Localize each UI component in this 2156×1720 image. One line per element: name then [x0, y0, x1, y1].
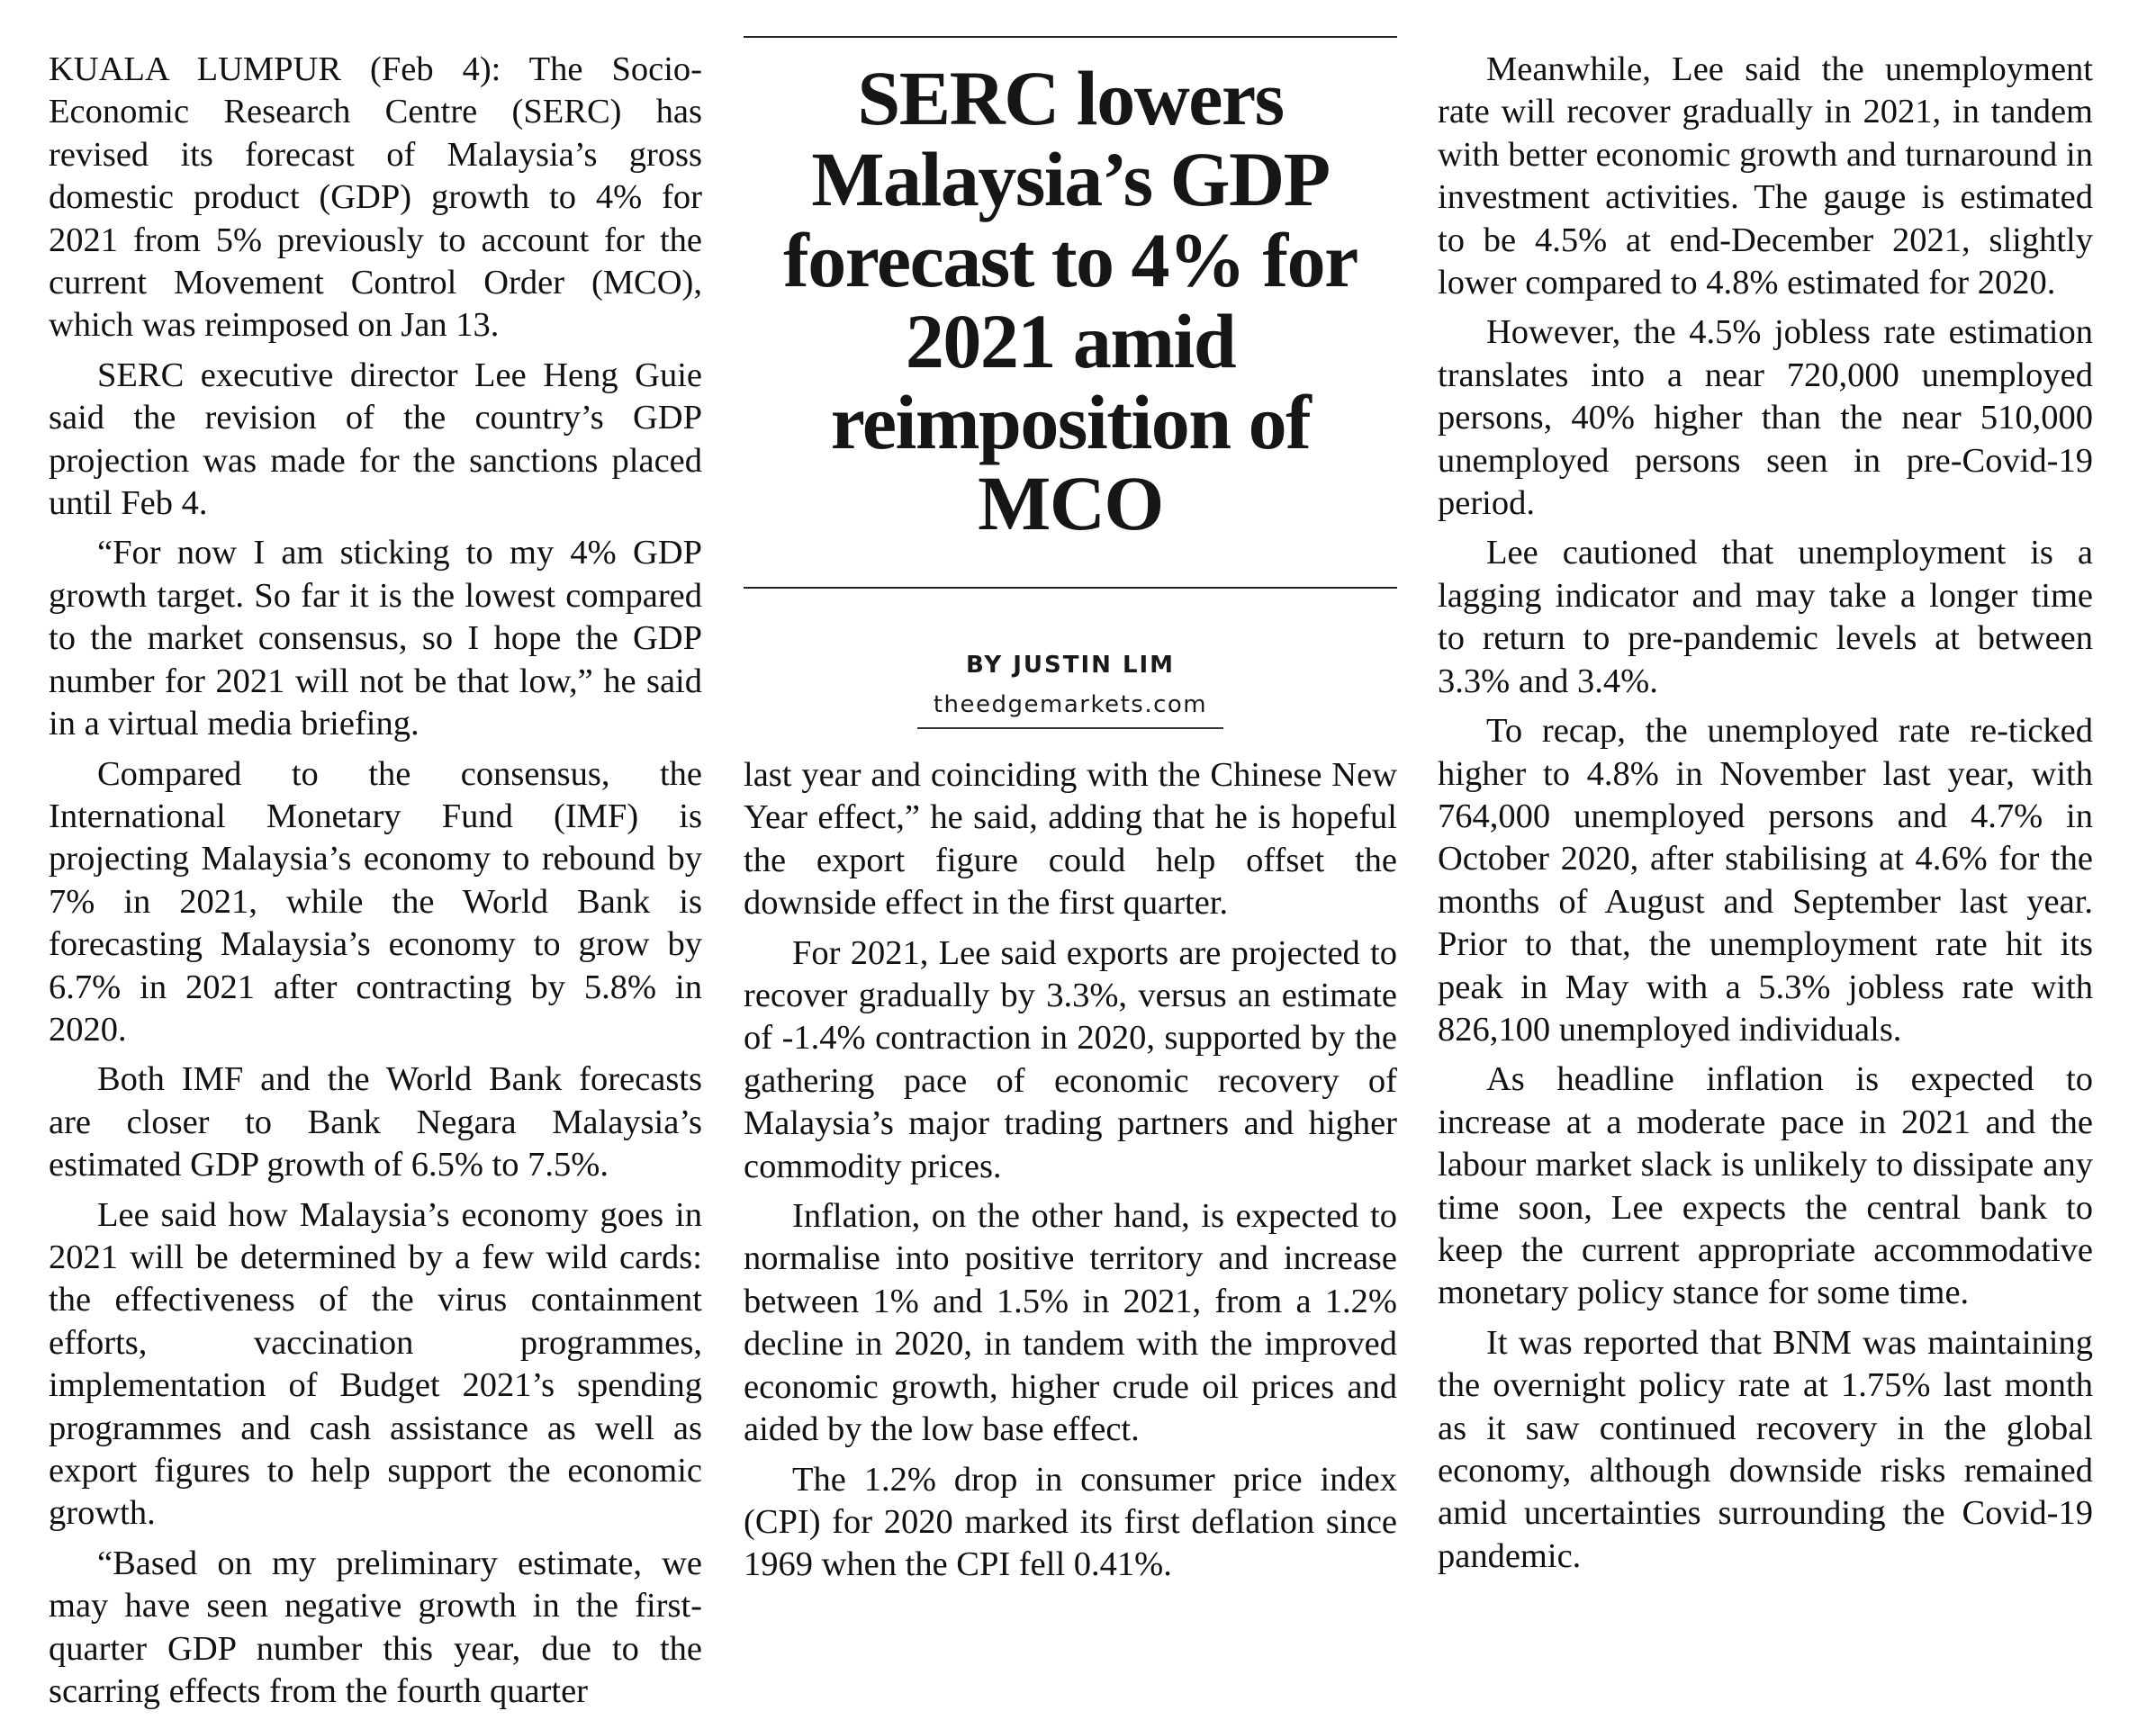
- paragraph: To recap, the unemployed rate re-ticked higher to 4.8% in November last year, with 764,000 unemployed persons and 4.7% in October 2020, after stabilising at 4.6% for the months of August and September last year. Prior to that, the unemployment rate hit its peak in May with a 5.3% jobless rate with 826,100 unemployed individuals.: [1438, 712, 2093, 1049]
- article-column-left: [49, 49, 702, 1720]
- article-column-right: [1438, 49, 2093, 1585]
- paragraph: SERC executive director Lee Heng Guie said the revision of the country’s GDP projection was made for the sanctions placed until Feb 4.: [49, 356, 702, 523]
- paragraph: “Based on my preliminary estimate, we may have seen negative growth in the first-quarter GDP number this year, due to the scarring effects from the fourth quarter: [49, 1544, 702, 1711]
- paragraph: Lee said how Malaysia’s economy goes in 2021 will be determined by a few wild cards: the effectiveness of the virus containment efforts, vaccination programmes, implementation of Budget 2021’s spending programmes and cash assistance as well as export figures to help support the economic growth.: [49, 1195, 702, 1533]
- headline: SERC lowers Malaysia’s GDP forecast to 4% for 2021 amid reimposition of MCO: [783, 55, 1358, 546]
- paragraph: Inflation, on the other hand, is expected to normalise into positive territory and increase between 1% and 1.5% in 2021, from a 1.2% decline in 2020, in tandem with the improved economic growth, higher crude oil prices and aided by the low base effect.: [744, 1197, 1397, 1449]
- paragraph: KUALA LUMPUR (Feb 4): The Socio-Economic Research Centre (SERC) has revised its forecast of Malaysia’s gross domestic product (GDP) growth to 4% for 2021 from 5% previously to account for the current Movement Control Order (MCO), which was reimposed on Jan 13.: [49, 50, 702, 345]
- bottom-rule: [744, 587, 1397, 589]
- paragraph: “For now I am sticking to my 4% GDP growth target. So far it is the lowest compared to the market consensus, so I hope the GDP number for 2021 will not be that low,” he said in a virtual media briefing.: [49, 534, 702, 743]
- headline-block: [744, 36, 1397, 729]
- paragraph: Meanwhile, Lee said the unemployment rate will recover gradually in 2021, in tandem with better economic growth and turnaround in investment activities. The gauge is estimated to be 4.5% at end-December 2021, slightly lower compared to 4.8% estimated for 2020.: [1438, 50, 2093, 302]
- paragraph: Both IMF and the World Bank forecasts are closer to Bank Negara Malaysia’s estimated GDP growth of 6.5% to 7.5%.: [49, 1060, 702, 1184]
- source-site: theedgemarkets.com: [917, 691, 1223, 729]
- paragraph: For 2021, Lee said exports are projected to recover gradually by 3.3%, versus an estimate of -1.4% contraction in 2020, supported by the gathering pace of economic recovery of Malaysia’s major trading partners and higher commodity prices.: [744, 933, 1397, 1185]
- byline: BY JUSTIN LIM: [965, 652, 1176, 679]
- paragraph: As headline inflation is expected to increase at a moderate pace in 2021 and the labour market slack is unlikely to dissipate any time soon, Lee expects the central bank to keep the current appropriate accommodative monetary policy stance for some time.: [1438, 1060, 2093, 1312]
- paragraph: last year and coinciding with the Chinese New Year effect,” he said, adding that he is hopeful the export figure could help offset the downside effect in the first quarter.: [744, 756, 1397, 923]
- top-rule: [744, 36, 1397, 38]
- paragraph: It was reported that BNM was maintaining the overnight policy rate at 1.75% last month as it saw continued recovery in the global economy, although downside risks remained amid uncertainties surrounding the Covid-19 pandemic.: [1438, 1323, 2093, 1575]
- article-column-middle: [744, 754, 1397, 1594]
- paragraph: The 1.2% drop in consumer price index (CPI) for 2020 marked its first deflation since 1969 when the CPI fell 0.41%.: [744, 1460, 1397, 1584]
- paragraph: Compared to the consensus, the International Monetary Fund (IMF) is projecting Malaysia’s economy to rebound by 7% in 2021, while the World Bank is forecasting Malaysia’s economy to grow by 6.7% in 2021 after contracting by 5.8% in 2020.: [49, 754, 702, 1049]
- paragraph: However, the 4.5% jobless rate estimation translates into a near 720,000 unemployed persons, 40% higher than the near 510,000 unemployed persons seen in pre-Covid-19 period.: [1438, 313, 2093, 523]
- paragraph: Lee cautioned that unemployment is a lagging indicator and may take a longer time to return to pre-pandemic levels at between 3.3% and 3.4%.: [1438, 534, 2093, 700]
